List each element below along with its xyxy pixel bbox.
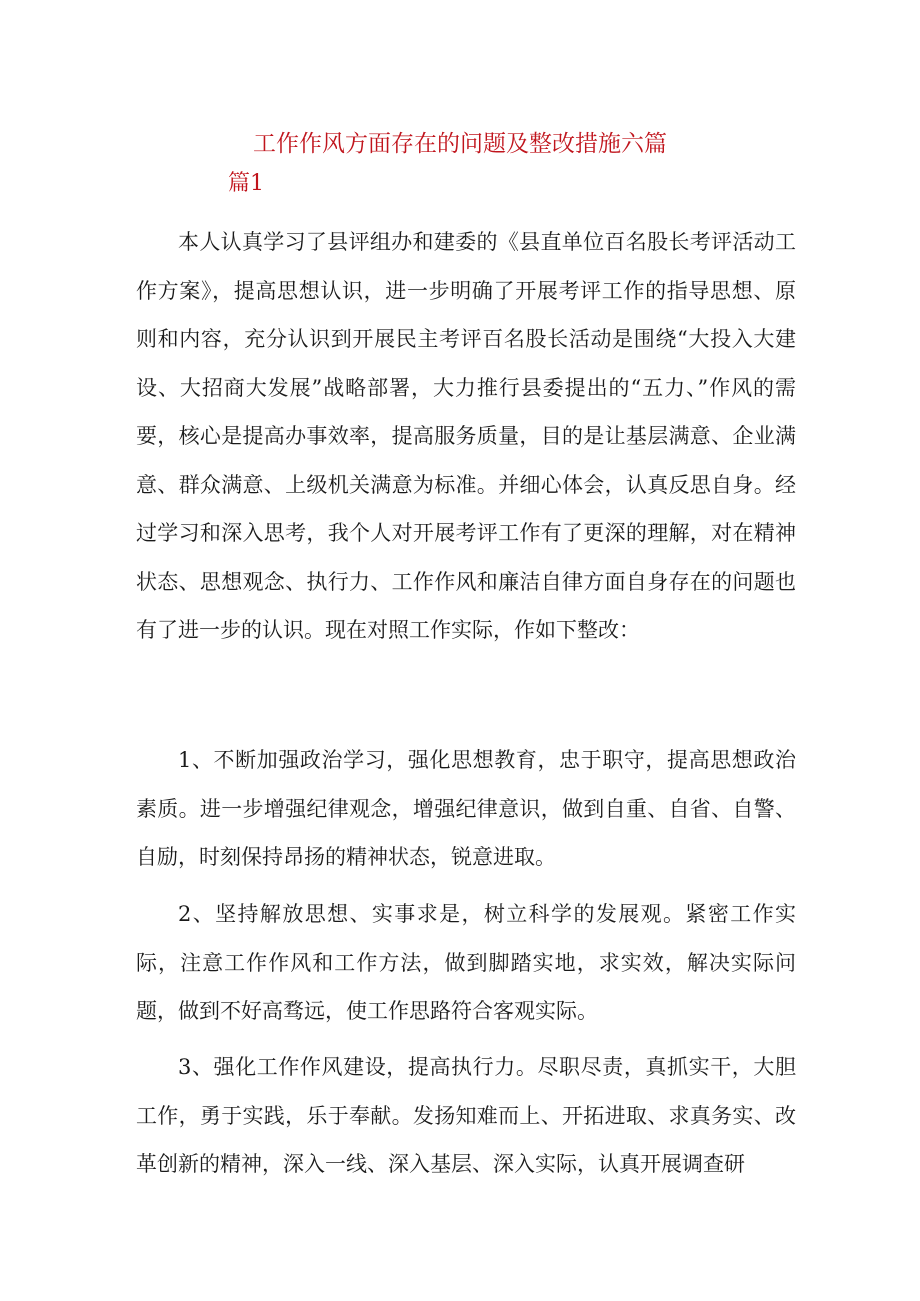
paragraph-item-3: 3、强化工作作风建设，提高执行力。尽职尽责，真抓实干，大胆工作，勇于实践，乐于奉献。发扬知难而上、开拓进取、求真务实、改革创新的精神，深入一线、深入基层、深入实际，认真开展调查研 <box>136 1055 796 1176</box>
section-heading: 篇1 <box>228 171 264 196</box>
document-title: 工作作风方面存在的问题及整改措施六篇 <box>253 131 667 157</box>
paragraph-intro: 本人认真学习了县评组办和建委的《县直单位百名股长考评活动工作方案》，提高思想认识，进一步明确了开展考评工作的指导思想、原则和内容，充分认识到开展民主考评百名股长活动是围绕“大投入大建设、大招商大发展”战略部署，大力推行县委提出的“五力、”作风的需要，核心是提高办事效率，提高服务质量，目的是让基层满意、企业满意、群众满意、上级机关满意为标准。并细心体会，认真反思自身。经过学习和深入思考，我个人对开展考评工作有了更深的理解，对在精神状态、思想观念、执行力、工作作风和廉洁自律方面自身存在的问题也有了进一步的认识。现在对照工作实际，作如下整改： <box>136 230 796 642</box>
paragraph-item-2: 2、坚持解放思想、实事求是，树立科学的发展观。紧密工作实际，注意工作作风和工作方法，做到脚踏实地，求实效，解决实际问题，做到不好高骛远，使工作思路符合客观实际。 <box>136 902 796 1023</box>
paragraph-item-1: 1、不断加强政治学习，强化思想教育，忠于职守，提高思想政治素质。进一步增强纪律观念，增强纪律意识，做到自重、自省、自警、自励，时刻保持昂扬的精神状态，锐意进取。 <box>136 748 796 869</box>
